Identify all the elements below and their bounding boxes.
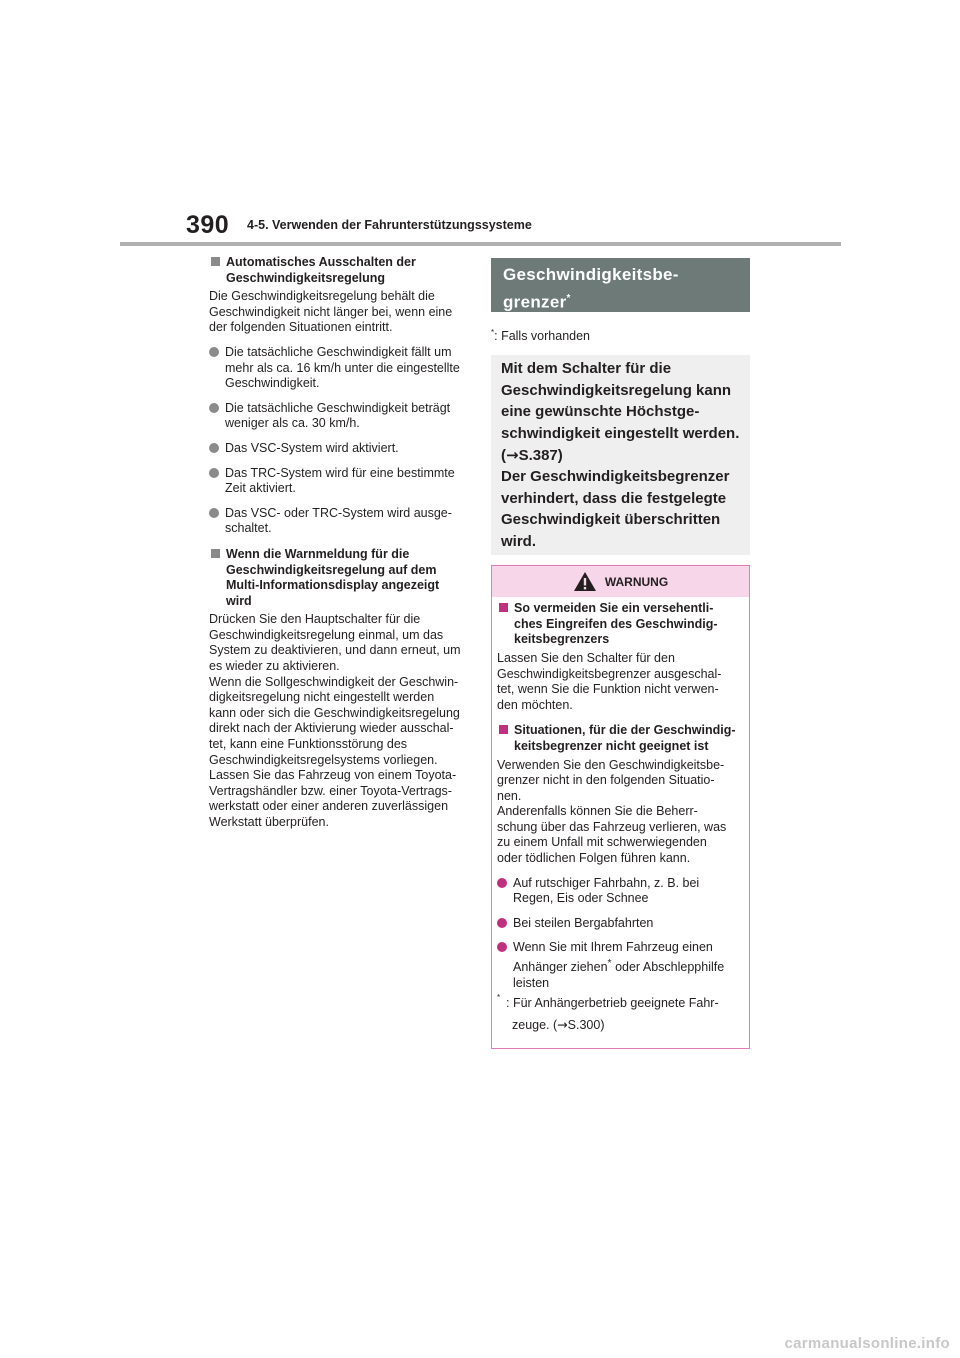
list-item — [209, 466, 467, 497]
circle-bullet-icon — [209, 468, 219, 478]
footnote-trailer — [497, 993, 744, 1036]
list-item-text: oder Abschlepphilfe leisten — [513, 960, 725, 990]
subheading-text: Automatisches Ausschalten der Geschwindigkeitsregelung — [226, 255, 416, 285]
list-item-text: Das TRC-System wird für eine bestimmte Zeit aktiviert. — [225, 465, 455, 496]
footnote-text: zeuge. ( — [512, 1018, 558, 1033]
intro-text-2: Der Geschwindigkeitsbegrenzer verhindert, dass die festgelegte Geschwindigkeit überschritten wird. — [501, 468, 730, 550]
warning-box — [491, 565, 750, 1049]
subheading-text: So vermeiden Sie ein versehentli- ches Eingreifen des Geschwindig- keitsbegrenzers — [514, 601, 718, 647]
list-item — [497, 876, 744, 907]
title-line-1: Geschwindigkeitsbe- — [503, 265, 679, 284]
square-bullet-icon — [211, 257, 220, 266]
list-item-text: Auf rutschiger Fahrbahn, z. B. bei Regen, Eis oder Schnee — [513, 875, 700, 906]
watermark: carmanualsonline.info — [784, 1335, 950, 1352]
list-item-text: Die tatsächliche Geschwindigkeit fällt um mehr als ca. 16 km/h unter die eingestellte Geschwindigkeit. — [225, 344, 460, 391]
circle-bullet-icon — [209, 508, 219, 518]
footnote-mark: * — [497, 993, 501, 1003]
left-column — [209, 255, 467, 831]
paragraph-auto-off-intro: Die Geschwindigkeitsregelung behält die Geschwindigkeit nicht länger bei, wenn eine der folgenden Situationen eintritt. — [209, 289, 453, 335]
intro-box — [491, 355, 750, 555]
warning-paragraph-2: Verwenden Sie den Geschwindigkeitsbe- grenzer nicht in den folgenden Situatio- nen. Anderenfalls können Sie die Beherr- schung über das Fahrzeug verlieren, was zu einem Unfall mit schwerwiegenden oder tödlichen Folgen führen kann. — [497, 757, 727, 866]
header-divider — [120, 242, 841, 246]
footnote-mark: * — [607, 958, 612, 970]
square-bullet-icon — [499, 603, 508, 612]
section-title-box — [491, 258, 750, 312]
subheading-text: Situationen, für die der Geschwindig- keitsbegrenzer nicht geeignet ist — [514, 723, 736, 753]
subheading-warning-message — [209, 547, 467, 609]
circle-bullet-icon — [497, 942, 507, 952]
paragraph-warning-message: Drücken Sie den Hauptschalter für die Geschwindigkeitsregelung einmal, um das System zu deaktivieren, und dann erneut, um es wieder zu aktivieren. Wenn die Sollgeschwindigkeit der Geschwin- digkeitsregelung nicht eingestellt werden kann oder sich die Geschwindigkeitsregelung direkt nach der Aktivierung wieder ausschal- tet, kann eine Funktionsstörung des Geschwindigkeitsregelsystems vorliegen. Lassen Sie das Fahrzeug von einem Toyota- Vertragshändler bzw. einer Toyota-Vertrags- werkstatt oder einer anderen zuverlässigen Werkstatt überprüfen. — [209, 612, 461, 829]
footnote-text: : Für Anhängerbetrieb geeignete Fahr- — [506, 996, 719, 1011]
arrow-right-icon: → — [506, 445, 519, 464]
list-item-text: Die tatsächliche Geschwindigkeit beträgt weniger als ca. 30 km/h. — [225, 400, 451, 431]
section-title: 4-5. Verwenden der Fahrunterstützungssysteme — [247, 218, 532, 232]
footnote-mark: * — [491, 328, 495, 337]
list-item-text: Das VSC- oder TRC-System wird ausge- schaltet. — [225, 505, 452, 536]
circle-bullet-icon — [497, 918, 507, 928]
intro-ref — [501, 445, 740, 467]
ref-paren: ( — [501, 446, 506, 464]
title-text: grenzer — [503, 292, 567, 312]
subheading-auto-off — [209, 255, 467, 286]
warning-label: WARNUNG — [604, 574, 669, 589]
footnote-mark: * — [566, 293, 571, 304]
circle-bullet-icon — [209, 403, 219, 413]
warning-subheading-2 — [497, 723, 744, 754]
page-ref-link[interactable]: S.300) — [567, 1018, 605, 1033]
list-item — [209, 441, 467, 457]
warning-paragraph-1: Lassen Sie den Schalter für den Geschwindigkeitsbegrenzer ausgeschal- tet, wenn Sie die Funktion nicht verwen- den möchten. — [497, 650, 722, 712]
list-item — [497, 916, 744, 932]
arrow-right-icon: → — [557, 1017, 568, 1033]
page-ref-link[interactable]: S.387) — [518, 446, 563, 464]
right-column — [491, 258, 750, 1049]
page-number: 390 — [186, 211, 230, 239]
list-item — [497, 940, 744, 991]
warning-body — [492, 597, 749, 1036]
square-bullet-icon — [211, 549, 220, 558]
circle-bullet-icon — [209, 347, 219, 357]
intro-text: Mit dem Schalter für die Geschwindigkeitsregelung kann eine gewünschte Höchstge- schwindigkeit eingestellt werden. — [501, 360, 740, 442]
circle-bullet-icon — [209, 443, 219, 453]
list-item — [209, 345, 467, 392]
warning-header — [492, 566, 749, 597]
footnote-text: : Falls vorhanden — [494, 329, 591, 344]
list-item — [209, 506, 467, 537]
list-item-text: Das VSC-System wird aktiviert. — [225, 440, 399, 455]
list-item — [209, 401, 467, 432]
square-bullet-icon — [499, 725, 508, 734]
list-item-text: Bei steilen Bergabfahrten — [513, 915, 654, 930]
list-item-text: Wenn Sie mit Ihrem Fahrzeug einen Anhänger ziehen — [513, 940, 713, 975]
circle-bullet-icon — [497, 878, 507, 888]
subheading-text: Wenn die Warnmeldung für die Geschwindigkeitsregelung auf dem Multi-Informationsdisplay angezeigt wird — [226, 546, 440, 608]
title-line-2 — [503, 287, 738, 315]
warning-subheading-1 — [497, 601, 744, 648]
footnote-ref — [512, 1014, 744, 1036]
warning-triangle-icon — [573, 571, 597, 592]
footnote-availability — [491, 328, 750, 343]
